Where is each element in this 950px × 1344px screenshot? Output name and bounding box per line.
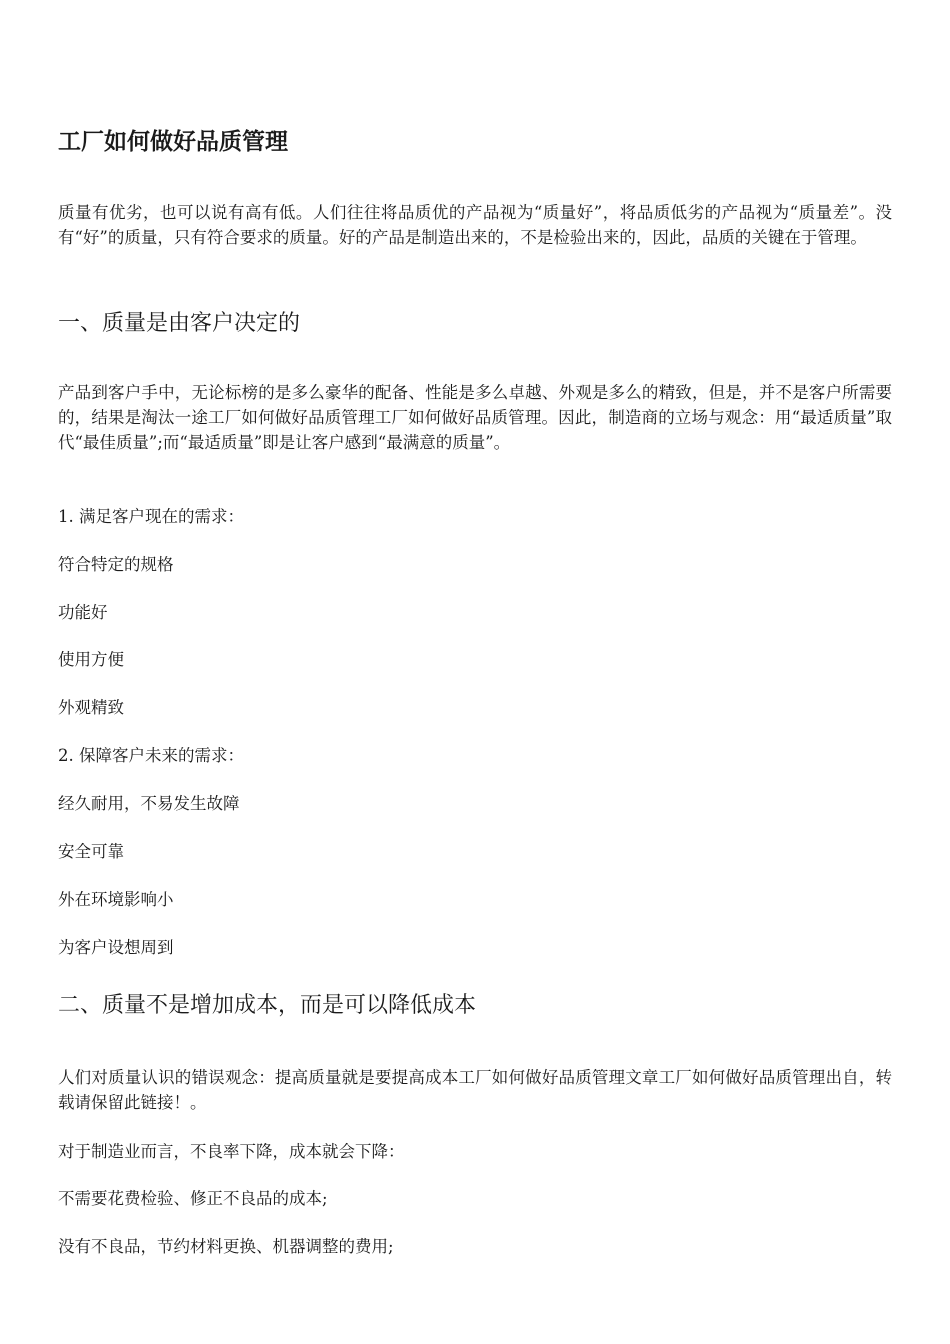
list-item: 使用方便 [58,650,124,669]
list-item: 外观精致 [58,698,124,717]
section2-paragraph: 人们对质量认识的错误观念：提高质量就是要提高成本工厂如何做好品质管理文章工厂如何做好品质管理出自，转载请保留此链接！。 [58,1068,892,1112]
section2-line: 没有不良品，节约材料更换、机器调整的费用; [58,1237,394,1256]
list-item: 外在环境影响小 [58,890,174,909]
section2-heading: 二、质量不是增加成本，而是可以降低成本 [58,993,477,1018]
section1-heading: 一、质量是由客户决定的 [58,311,301,336]
sub2-label: 2. 保障客户未来的需求： [58,746,244,765]
section2-line: 不需要花费检验、修正不良品的成本; [58,1189,328,1208]
list-item: 为客户设想周到 [58,938,174,957]
section1-paragraph: 产品到客户手中，无论标榜的是多么豪华的配备、性能是多么卓越、外观是多么的精致，但是，并不是客户所需要的，结果是淘汰一途工厂如何做好品质管理工厂如何做好品质管理。因此，制造商的立场与观念：用“最适质量”取代“最佳质量”;而“最适质量”即是让客户感到“最满意的质量”。 [58,383,892,452]
section2-line: 对于制造业而言，不良率下降，成本就会下降： [58,1142,405,1161]
list-item: 安全可靠 [58,842,124,861]
list-item: 功能好 [58,603,108,622]
intro-paragraph: 质量有优劣，也可以说有高有低。人们往往将品质优的产品视为“质量好”，将品质低劣的产品视为“质量差”。没有“好”的质量，只有符合要求的质量。好的产品是制造出来的，不是检验出来的，因此，品质的关键在于管理。 [58,203,892,247]
document-title: 工厂如何做好品质管理 [58,128,288,155]
sub1-label: 1. 满足客户现在的需求： [58,507,244,526]
list-item: 经久耐用，不易发生故障 [58,794,240,813]
list-item: 符合特定的规格 [58,555,174,574]
